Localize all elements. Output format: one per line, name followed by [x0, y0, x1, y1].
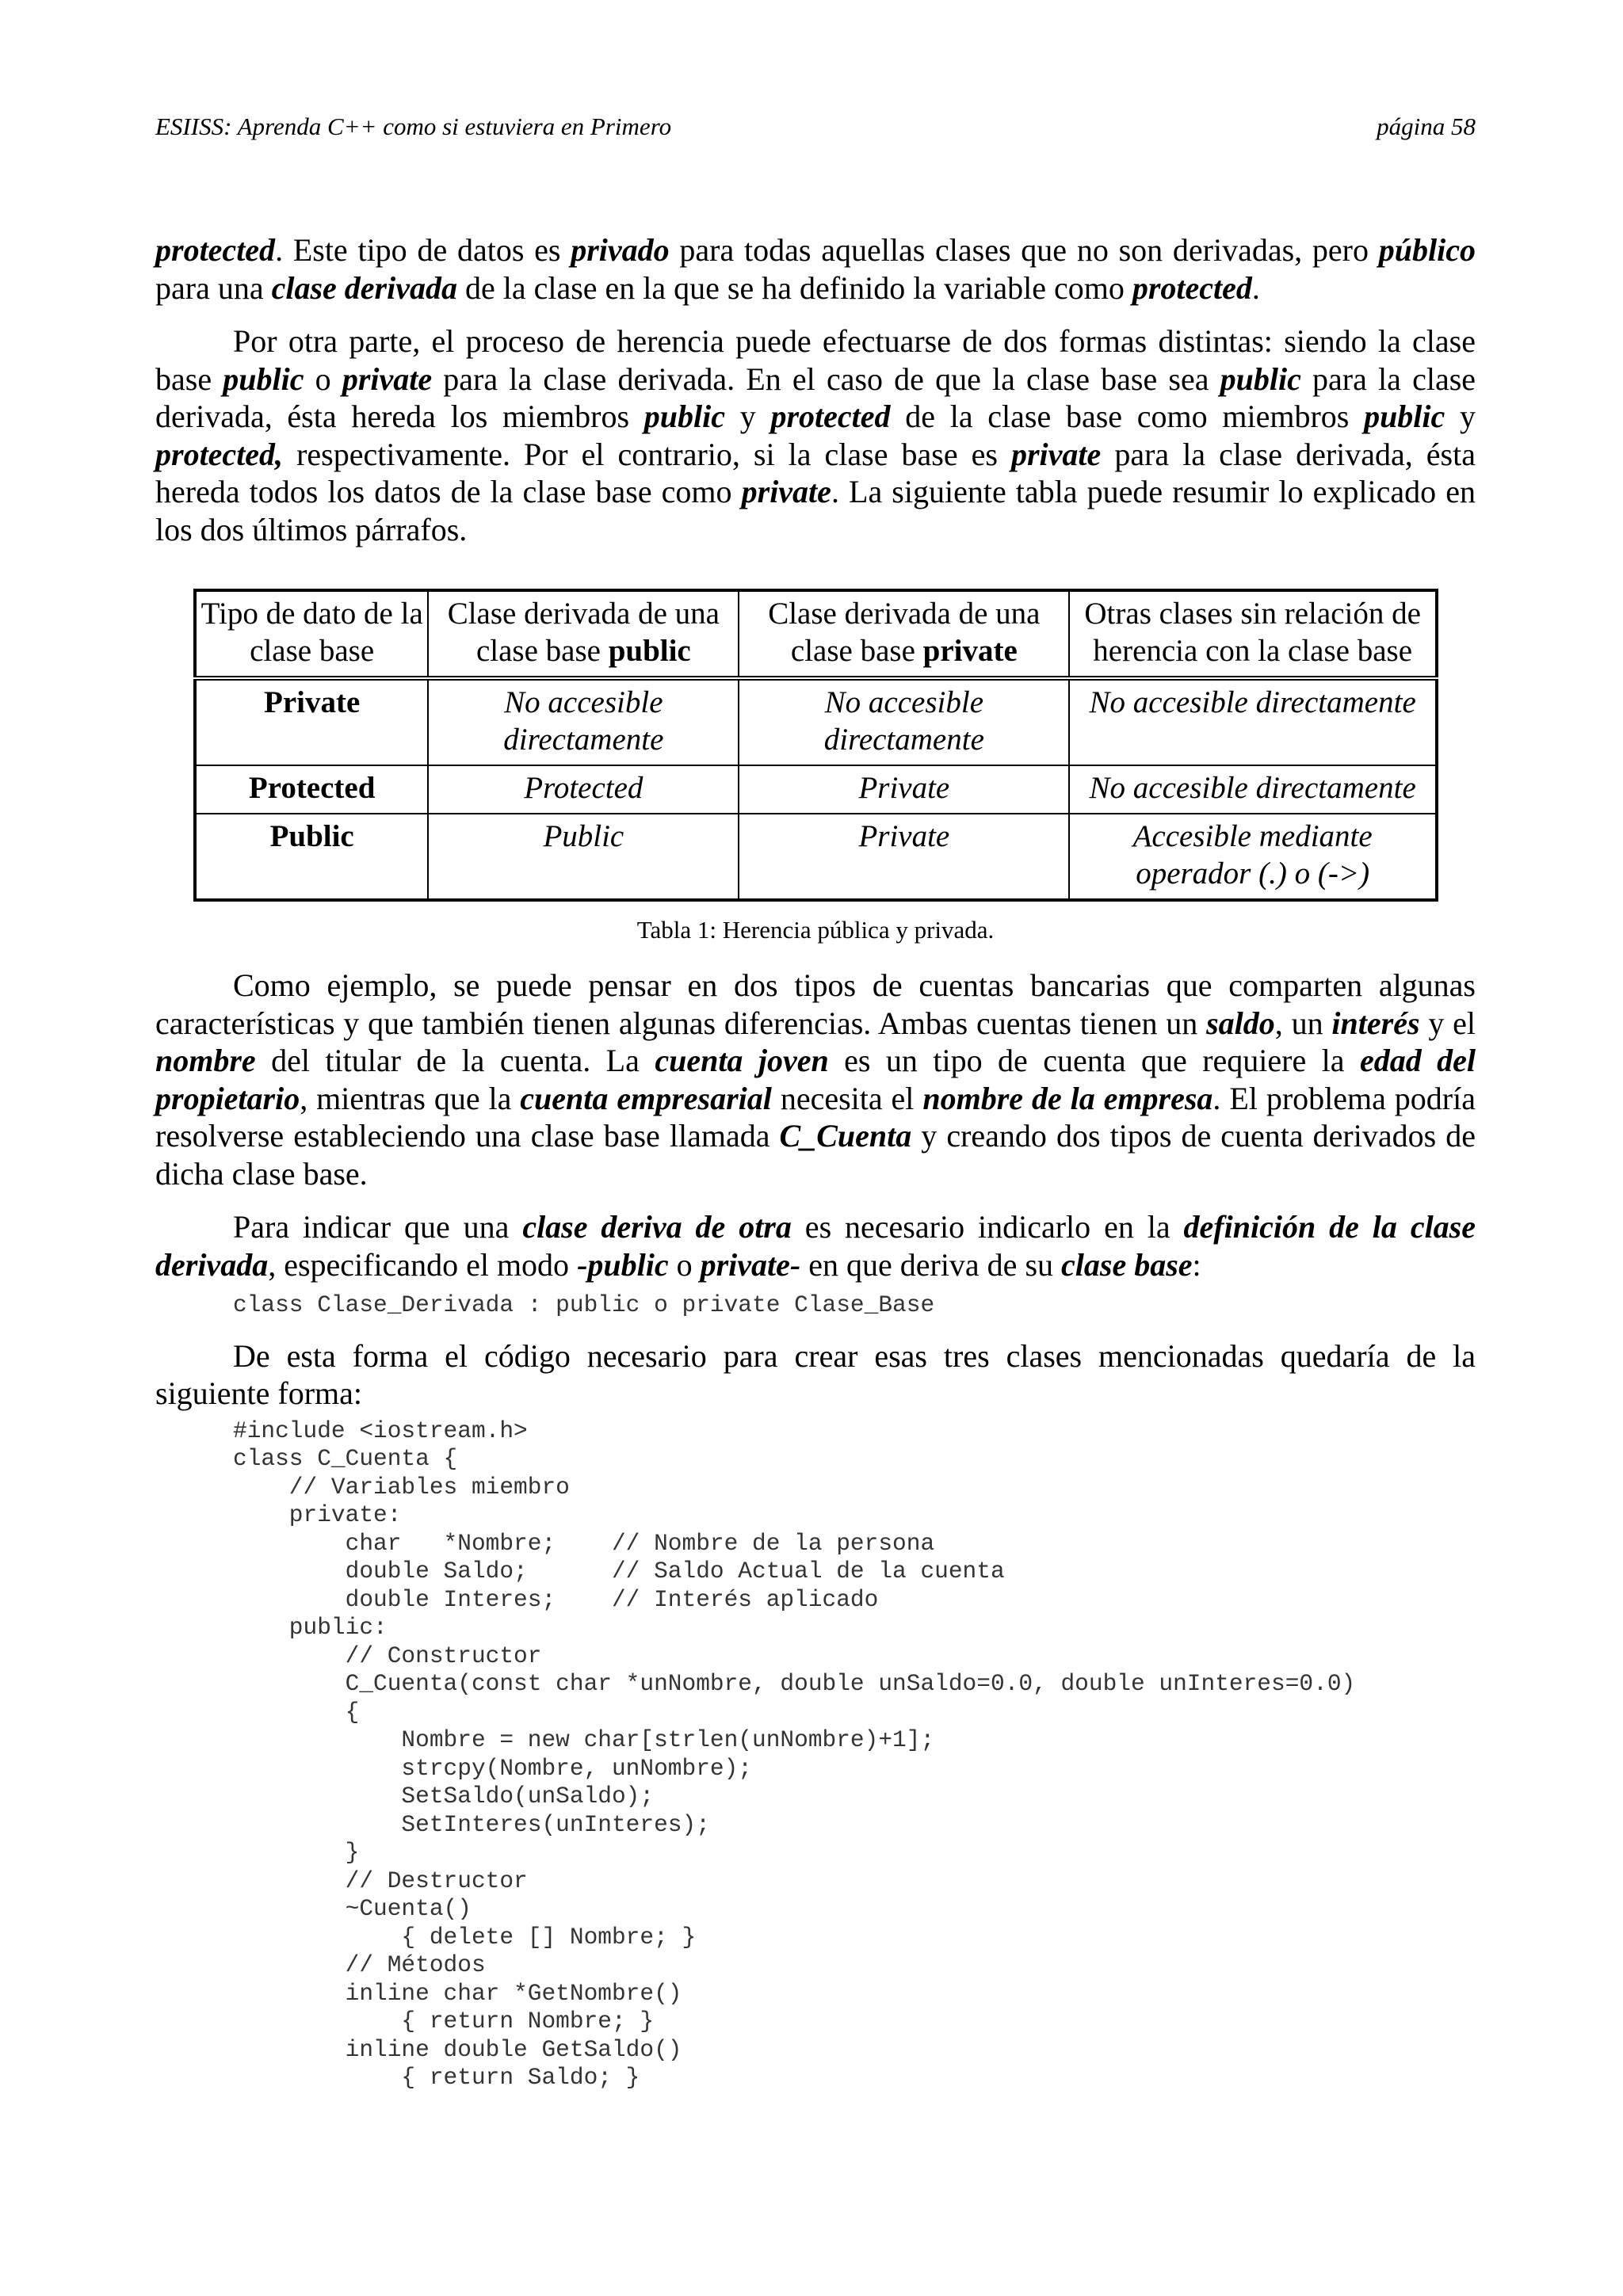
table-cell: Accesible mediante operador (.) o (->): [1069, 814, 1437, 900]
table-row-header: Public: [195, 814, 428, 900]
table-cell: Protected: [428, 765, 739, 814]
paragraph-protected: protected. Este tipo de datos es privado para todas aquellas clases que no son derivadas, pero público para una clase derivada de la clase en la que se ha definido la variable como protected.: [155, 232, 1476, 306]
header-title: ESIISS: Aprenda C++ como si estuviera en Primero: [155, 113, 672, 140]
table-header-row: [195, 590, 1437, 678]
inheritance-table-wrapper: [193, 589, 1438, 902]
table-cell: Public: [428, 814, 739, 900]
code-listing: #include <iostream.h> class C_Cuenta { // Variables miembro private: char *Nombre; // Nombre de la persona double Saldo; // Saldo Actual de la cuenta double Interes; // Interés aplicado public: // Constructor C_Cuenta(const char *unNombre, double unSaldo=0.0, double unInteres=0.0) { Nombre = new char[strlen(unNombre)+1]; strcpy(Nombre, unNombre); SetSaldo(unSaldo); SetInteres(unInteres); } // Destructor ~Cuenta() { delete [] Nombre; } // Métodos inline char *GetNombre() { return Nombre; } inline double GetSaldo() { return Saldo; }: [233, 1417, 1356, 2091]
table-header-cell: Otras clases sin relación de herencia con la clase base: [1069, 590, 1437, 678]
table-row-header: Protected: [195, 765, 428, 814]
page-header: [155, 111, 1476, 143]
table-cell: Private: [739, 814, 1069, 900]
page-content: [155, 231, 1476, 2092]
table-row: [195, 814, 1437, 900]
table-cell: Private: [739, 765, 1069, 814]
paragraph-ejemplo: Como ejemplo, se puede pensar en dos tipos de cuentas bancarias que comparten algunas características y que también tienen algunas diferencias. Ambas cuentas tienen un saldo, un interés y el nombre del titular de la cuenta. La cuenta joven es un tipo de cuenta que requiere la edad del propietario, mientras que la cuenta empresarial necesita el nombre de la empresa. El problema podría resolverse estableciendo una clase base llamada C_Cuenta y creando dos tipos de cuenta derivados de dicha clase base.: [155, 967, 1476, 1192]
paragraph-indicar: Para indicar que una clase deriva de otra es necesario indicarlo en la definición de la clase derivada, especificando el modo -public o private- en que deriva de su clase base:: [155, 1209, 1476, 1283]
table-header-cell: Clase derivada de una clase base public: [428, 590, 739, 678]
table-caption: Tabla 1: Herencia pública y privada.: [636, 916, 995, 944]
table-row: [195, 678, 1437, 765]
inheritance-table: [193, 589, 1438, 902]
table-cell: No accesible directamente: [1069, 678, 1437, 765]
paragraph-codigo: De esta forma el código necesario para crear esas tres clases mencionadas quedaría de la siguiente forma:: [155, 1337, 1476, 1411]
table-header-cell: Clase derivada de una clase base private: [739, 590, 1069, 678]
table-header-cell: Tipo de dato de la clase base: [195, 590, 428, 678]
page-number: página 58: [1377, 113, 1476, 140]
table-cell: No accesible directamente: [428, 678, 739, 765]
table-cell: No accesible directamente: [739, 678, 1069, 765]
code-derivation-syntax: class Clase_Derivada : public o private Clase_Base: [233, 1291, 935, 1318]
paragraph-herencia: Por otra parte, el proceso de herencia puede efectuarse de dos formas distintas: siendo la clase base public o private para la clase derivada. En el caso de que la clase base sea public para la clase derivada, ésta hereda los miembros public y protected de la clase base como miembros public y protected, respectivamente. Por el contrario, si la clase base es private para la clase derivada, ésta hereda todos los datos de la clase base como private. La siguiente tabla puede resumir lo explicado en los dos últimos párrafos.: [155, 323, 1476, 547]
table-cell: No accesible directamente: [1069, 765, 1437, 814]
table-row-header: Private: [195, 678, 428, 765]
table-row: [195, 765, 1437, 814]
